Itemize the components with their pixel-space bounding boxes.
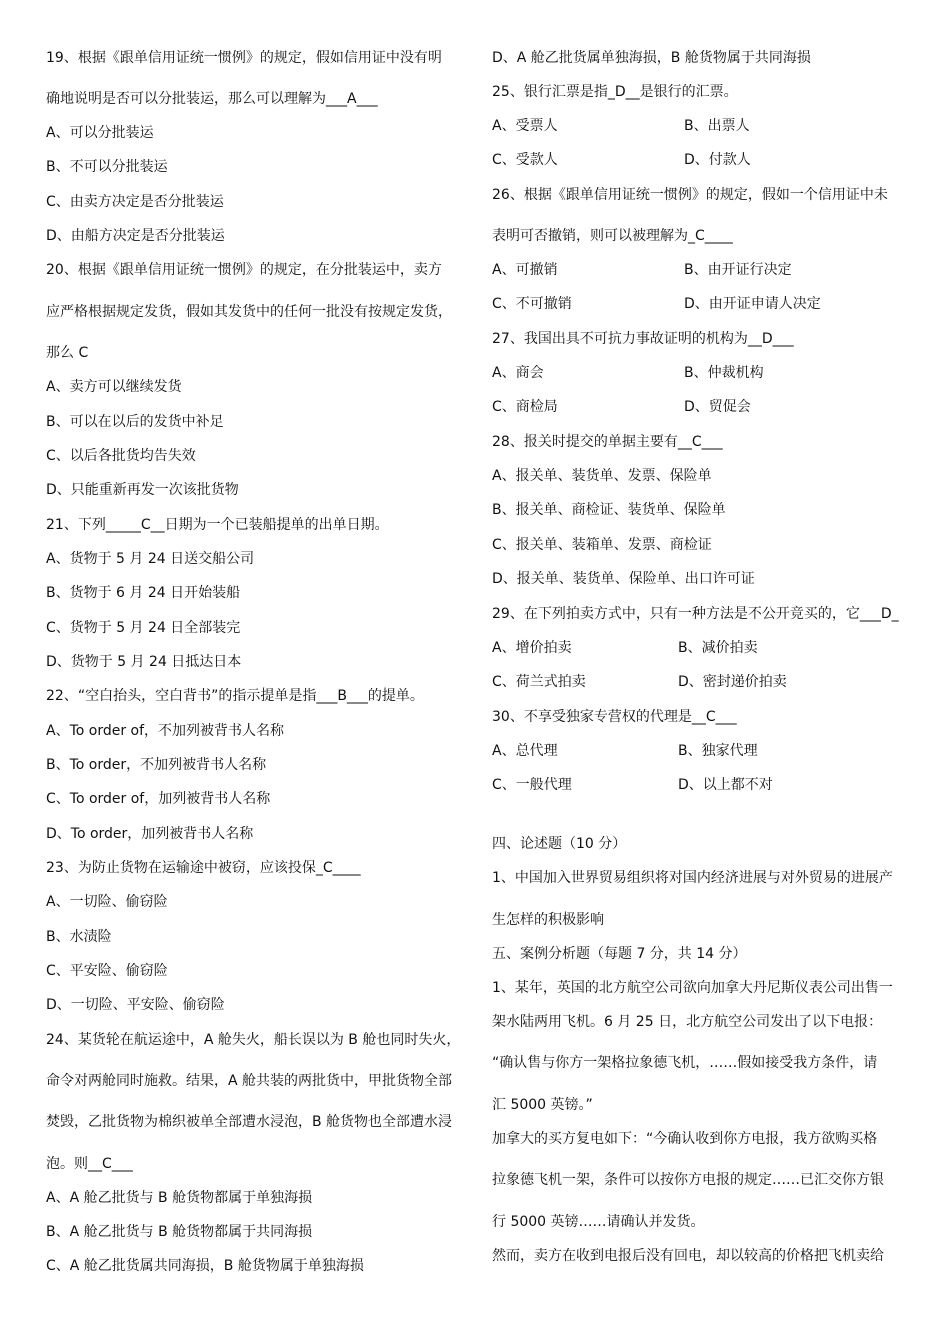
left-line-17: C、货物于 5 月 24 日全部装完 (46, 620, 241, 636)
left-line-34: B、A 舱乙批货与 B 舱货物都属于共同海损 (46, 1224, 313, 1240)
q26-option-d: D、由开证申请人决定 (684, 296, 821, 312)
left-line-16: B、货物于 6 月 24 日开始装船 (46, 585, 241, 601)
q30-options-row-1 (492, 741, 758, 761)
left-line-2: 确地说明是否可以分批装运，那么可以理解为___A___ (46, 91, 378, 107)
q29-option-a: A、增价拍卖 (492, 640, 572, 656)
left-line-14: 21、下列_____C__日期为一个已装船提单的出单日期。 (46, 517, 389, 533)
q27-option-a: A、商会 (492, 365, 544, 381)
q24-option-d: D、A 舱乙批货属单独海损，B 舱货物属于共同海损 (492, 50, 811, 66)
q29-option-c: C、荷兰式拍卖 (492, 674, 586, 690)
left-line-7: 20、根据《跟单信用证统一惯例》的规定，在分批装运中，卖方 (46, 262, 442, 278)
q30-option-a: A、总代理 (492, 743, 558, 759)
left-line-32: 泡。则__C___ (46, 1156, 133, 1172)
case-line-4: 汇 5000 英镑。” (492, 1097, 593, 1113)
q27-options-row-2 (492, 397, 751, 417)
section-4-question-line-2: 生怎样的积极影响 (492, 912, 604, 928)
left-line-19: 22、“空白抬头，空白背书”的指示提单是指___B___的提单。 (46, 688, 424, 704)
left-line-15: A、货物于 5 月 24 日送交船公司 (46, 551, 255, 567)
q30-options-row-2 (492, 775, 773, 795)
q29-question: 29、在下列拍卖方式中，只有一种方法是不公开竞买的，它___D_ (492, 606, 899, 622)
left-line-27: C、平安险、偷窃险 (46, 963, 168, 979)
q27-option-d: D、贸促会 (684, 399, 751, 415)
left-line-3: A、可以分批装运 (46, 125, 154, 141)
q30-question: 30、不享受独家专营权的代理是__C___ (492, 709, 737, 725)
left-line-33: A、A 舱乙批货与 B 舱货物都属于单独海损 (46, 1190, 313, 1206)
q26-options-row-1 (492, 260, 792, 280)
q26-option-b: B、由开证行决定 (684, 262, 792, 278)
q25-option-d: D、付款人 (684, 152, 751, 168)
q27-option-c: C、商检局 (492, 399, 558, 415)
left-line-18: D、货物于 5 月 24 日抵达日本 (46, 654, 242, 670)
q25-options-row-1 (492, 116, 750, 136)
left-line-24: 23、为防止货物在运输途中被窃，应该投保_C____ (46, 860, 361, 876)
left-line-30: 命令对两舱同时施救。结果，A 舱共装的两批货中，甲批货物全部 (46, 1073, 453, 1089)
left-line-23: D、To order，加列被背书人名称 (46, 826, 254, 842)
q30-option-c: C、一般代理 (492, 777, 572, 793)
q25-option-b: B、出票人 (684, 118, 750, 134)
case-line-1: 1、某年，英国的北方航空公司欲向加拿大丹尼斯仪表公司出售一 (492, 980, 893, 996)
q30-option-d: D、以上都不对 (678, 777, 773, 793)
case-line-6: 拉象德飞机一架，条件可以按你方电报的规定……已汇交你方银 (492, 1172, 884, 1188)
section-5-heading: 五、案例分析题（每题 7 分，共 14 分） (492, 946, 747, 962)
left-line-4: B、不可以分批装运 (46, 159, 168, 175)
q29-option-b: B、减价拍卖 (678, 640, 758, 656)
left-line-22: C、To order of，加列被背书人名称 (46, 791, 271, 807)
q25-options-row-2 (492, 150, 751, 170)
left-line-9: 那么 C (46, 345, 89, 361)
left-line-29: 24、某货轮在航运途中，A 舱失火，船长误以为 B 舱也同时失火， (46, 1032, 461, 1048)
q28-question: 28、报关时提交的单据主要有__C___ (492, 434, 723, 450)
left-line-10: A、卖方可以继续发货 (46, 379, 182, 395)
q28-option-a: A、报关单、装货单、发票、保险单 (492, 468, 712, 484)
q25-option-c: C、受款人 (492, 152, 558, 168)
q26-options-row-2 (492, 294, 821, 314)
q30-option-b: B、独家代理 (678, 743, 758, 759)
q27-option-b: B、仲裁机构 (684, 365, 764, 381)
left-line-5: C、由卖方决定是否分批装运 (46, 194, 224, 210)
left-line-6: D、由船方决定是否分批装运 (46, 228, 225, 244)
q28-option-b: B、报关单、商检证、装货单、保险单 (492, 502, 726, 518)
left-line-12: C、以后各批货均告失效 (46, 448, 196, 464)
q26-question-line-1: 26、根据《跟单信用证统一惯例》的规定，假如一个信用证中未 (492, 187, 888, 203)
left-line-11: B、可以在以后的发货中补足 (46, 414, 224, 430)
case-line-3: “确认售与你方一架格拉象德飞机，……假如接受我方条件，请 (492, 1055, 878, 1071)
q29-options-row-1 (492, 638, 758, 658)
left-line-20: A、To order of，不加列被背书人名称 (46, 723, 285, 739)
case-line-8: 然而，卖方在收到电报后没有回电，却以较高的价格把飞机卖给 (492, 1248, 884, 1264)
left-line-35: C、A 舱乙批货属共同海损，B 舱货物属于单独海损 (46, 1258, 364, 1274)
q26-option-c: C、不可撤销 (492, 296, 572, 312)
q26-option-a: A、可撤销 (492, 262, 558, 278)
q25-question: 25、银行汇票是指_D__是银行的汇票。 (492, 84, 738, 100)
q27-options-row-1 (492, 363, 764, 383)
left-line-21: B、To order，不加列被背书人名称 (46, 757, 267, 773)
section-4-heading: 四、论述题（10 分） (492, 836, 627, 852)
q29-option-d: D、密封递价拍卖 (678, 674, 787, 690)
left-line-1: 19、根据《跟单信用证统一惯例》的规定，假如信用证中没有明 (46, 50, 442, 66)
case-line-2: 架水陆两用飞机。6 月 25 日，北方航空公司发出了以下电报： (492, 1014, 883, 1030)
q27-question: 27、我国出具不可抗力事故证明的机构为__D___ (492, 331, 794, 347)
left-line-8: 应严格根据规定发货，假如其发货中的任何一批没有按规定发货， (46, 304, 452, 320)
q26-question-line-2: 表明可否撤销，则可以被理解为_C____ (492, 228, 733, 244)
case-line-5: 加拿大的买方复电如下：“今确认收到你方电报，我方欲购买格 (492, 1131, 878, 1147)
q28-option-d: D、报关单、装货单、保险单、出口许可证 (492, 571, 755, 587)
left-line-26: B、水渍险 (46, 929, 112, 945)
section-4-question-line-1: 1、中国加入世界贸易组织将对国内经济进展与对外贸易的进展产 (492, 870, 893, 886)
q28-option-c: C、报关单、装箱单、发票、商检证 (492, 537, 712, 553)
case-line-7: 行 5000 英镑……请确认并发货。 (492, 1214, 705, 1230)
left-line-28: D、一切险、平安险、偷窃险 (46, 997, 225, 1013)
left-line-31: 焚毁，乙批货物为棉织被单全部遭水浸泡，B 舱货物也全部遭水浸 (46, 1114, 453, 1130)
q29-options-row-2 (492, 672, 787, 692)
left-line-13: D、只能重新再发一次该批货物 (46, 482, 239, 498)
left-line-25: A、一切险、偷窃险 (46, 894, 168, 910)
q25-option-a: A、受票人 (492, 118, 558, 134)
